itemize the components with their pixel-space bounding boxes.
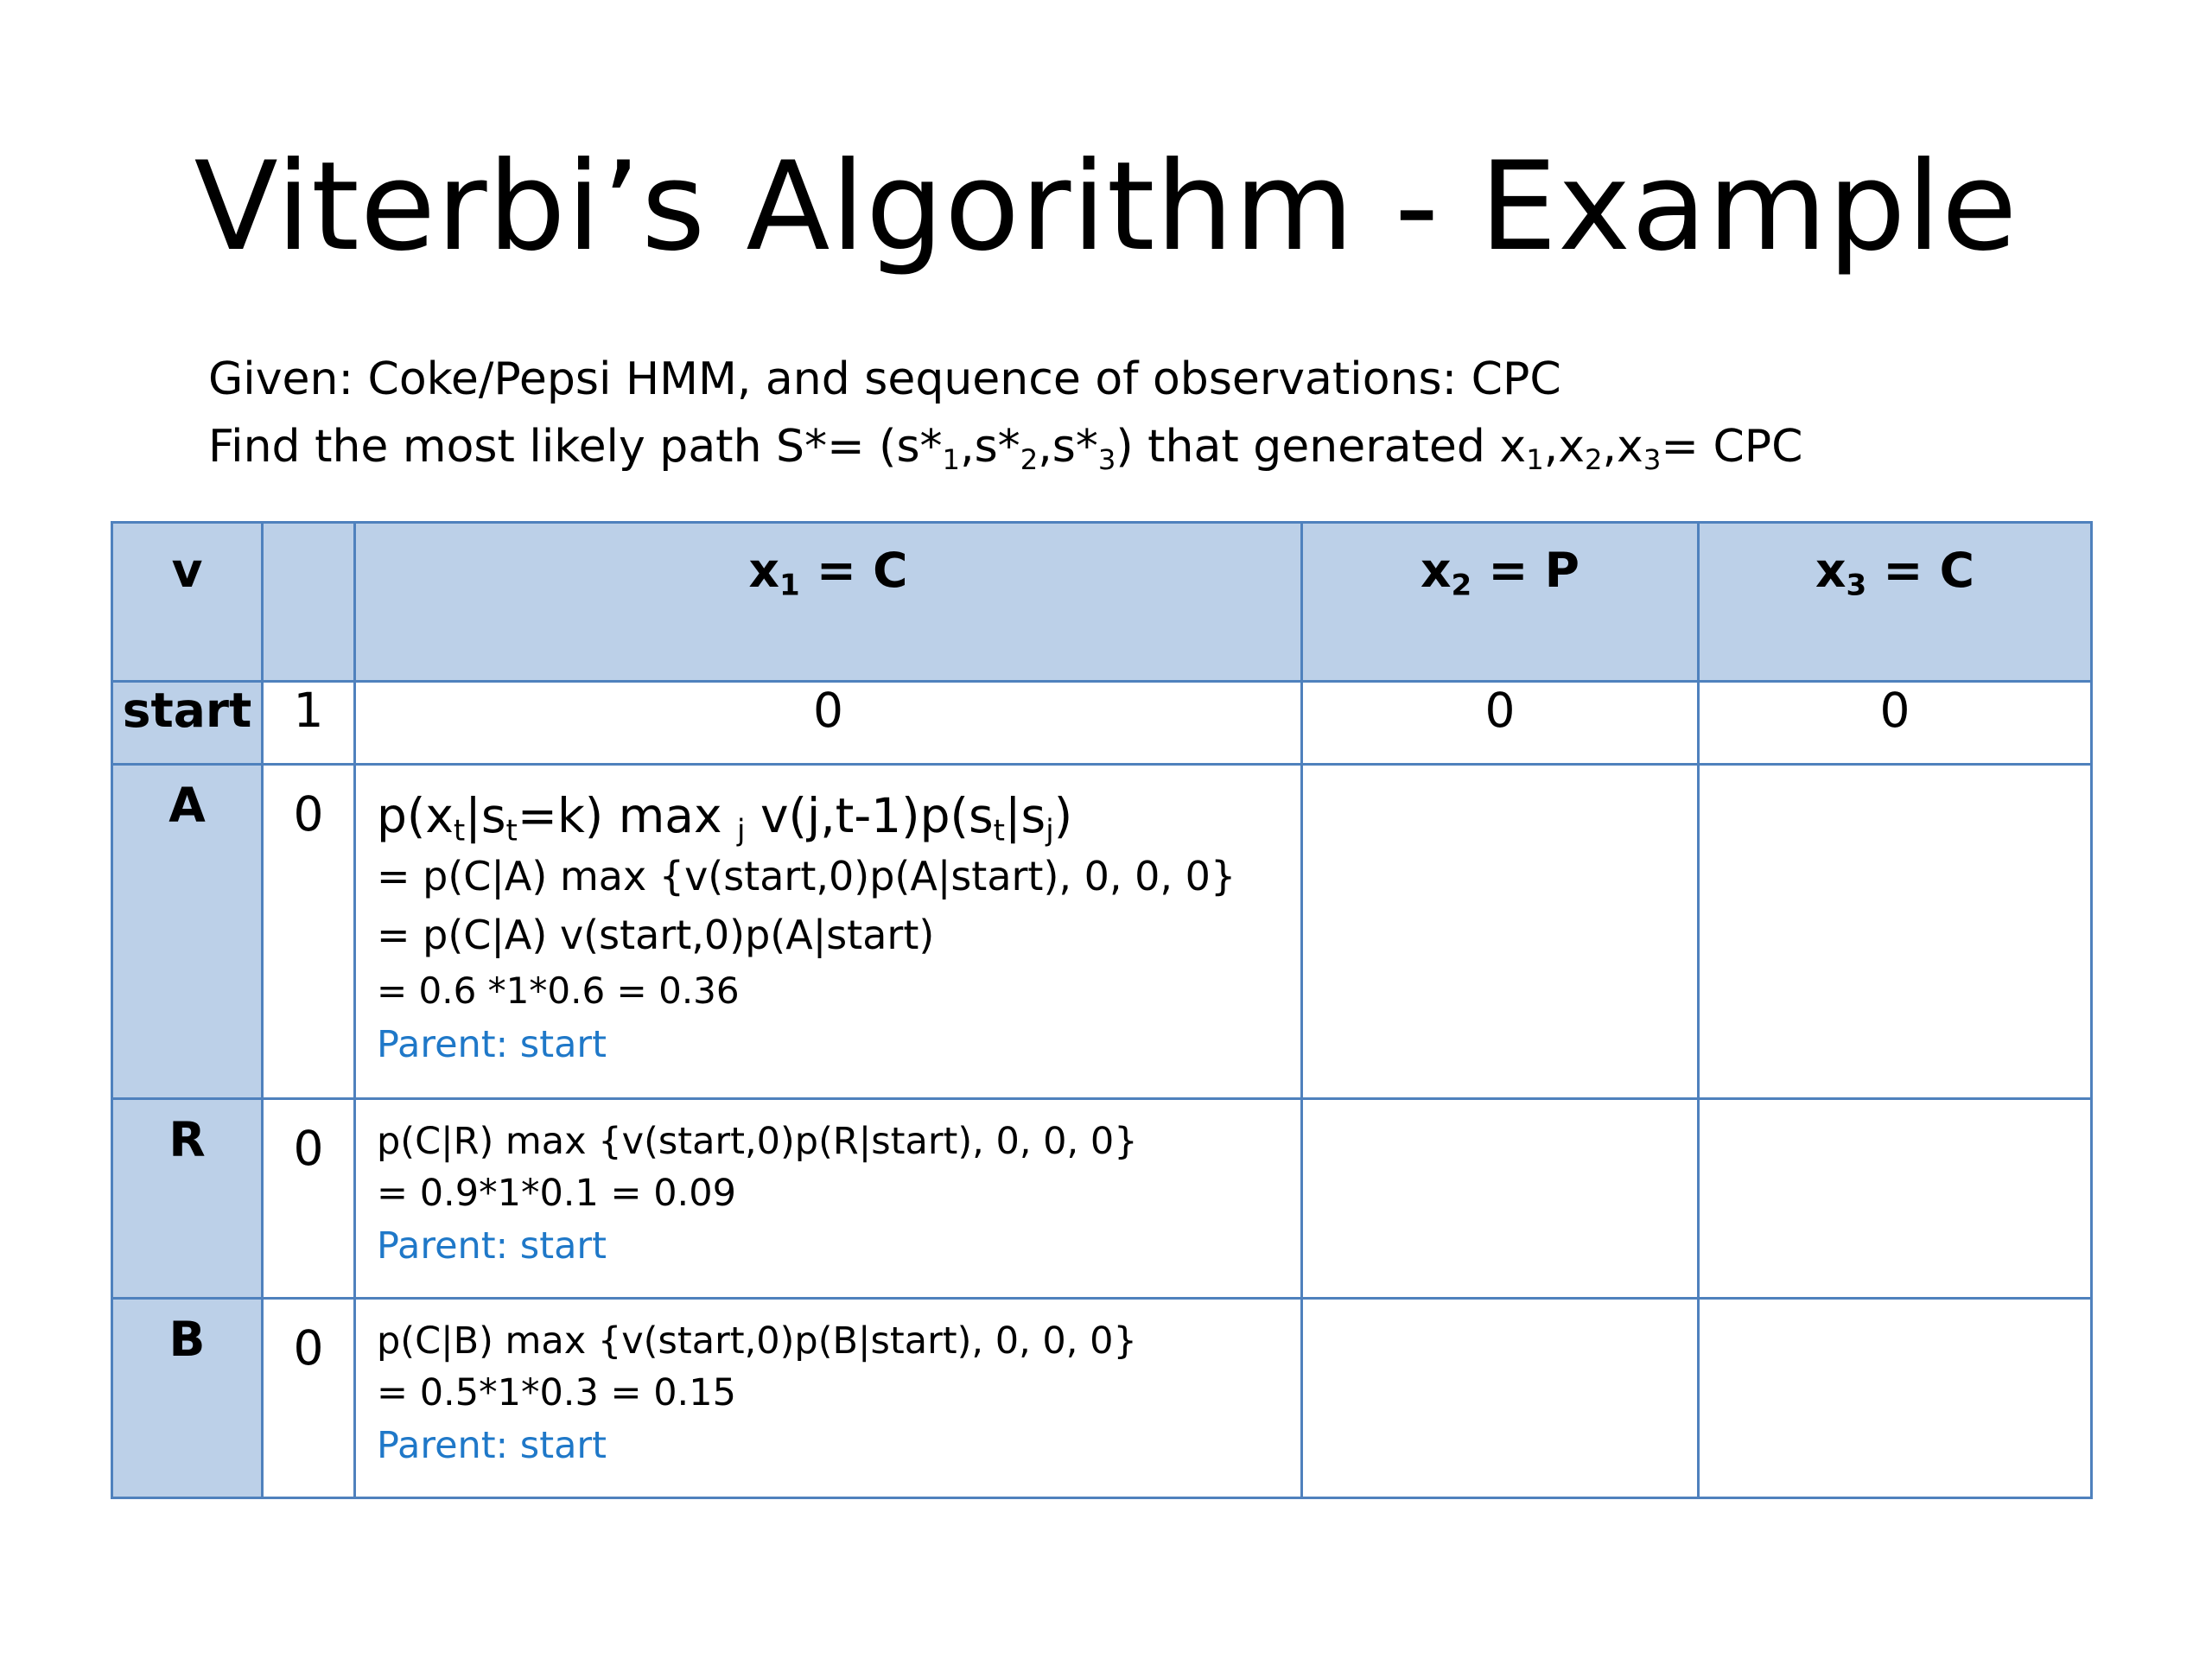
subscript: 2 xyxy=(1585,443,1603,477)
problem-statement xyxy=(208,346,1802,480)
header-empty-cell xyxy=(263,523,355,682)
table-row-b xyxy=(112,1299,2092,1498)
formula-part: ) xyxy=(1053,788,1073,843)
calc-cell-r xyxy=(355,1099,1302,1299)
subscript: t xyxy=(505,813,518,849)
subscript: 3 xyxy=(1643,443,1662,477)
table-row-start xyxy=(112,682,2092,765)
find-line xyxy=(208,413,1802,480)
header-x2 xyxy=(1302,523,1699,682)
header-eq: = C xyxy=(799,543,908,598)
empty-cell xyxy=(1302,1299,1699,1498)
find-text: Find the most likely path S*= (s* xyxy=(208,421,943,473)
header-x3 xyxy=(1699,523,2092,682)
given-line: Given: Coke/Pepsi HMM, and sequence of observations: CPC xyxy=(208,353,1561,405)
table-row-a xyxy=(112,765,2092,1099)
calc-cell-a xyxy=(355,765,1302,1099)
subscript: 3 xyxy=(1846,568,1867,603)
find-text: ) that generated x xyxy=(1116,421,1527,473)
subscript: 1 xyxy=(942,443,961,477)
cell-value: 0 xyxy=(355,682,1302,765)
formula-part: p(x xyxy=(377,788,454,843)
subscript: 1 xyxy=(1526,443,1544,477)
cell-value: 0 xyxy=(1699,682,2092,765)
find-text: ,s* xyxy=(960,421,1020,473)
parent-label: Parent: start xyxy=(377,1224,607,1268)
subscript: j xyxy=(1046,813,1054,849)
init-value: 0 xyxy=(263,765,355,1099)
row-label-r: R xyxy=(112,1099,263,1299)
calc-cell-b xyxy=(355,1299,1302,1498)
subscript: 3 xyxy=(1097,443,1116,477)
subscript: 2 xyxy=(1020,443,1039,477)
empty-cell xyxy=(1302,1099,1699,1299)
empty-cell xyxy=(1302,765,1699,1099)
row-label-a: A xyxy=(112,765,263,1099)
viterbi-table xyxy=(111,521,2093,1499)
cell-value: 0 xyxy=(1302,682,1699,765)
header-var: x xyxy=(748,543,779,598)
slide-title: Viterbi’s Algorithm - Example xyxy=(194,136,2018,278)
subscript: 2 xyxy=(1451,568,1472,603)
formula-part: =k) max xyxy=(517,788,738,843)
table-row-r xyxy=(112,1099,2092,1299)
row-label-start: start xyxy=(112,682,263,765)
calc-line: p(C|R) max {v(start,0)p(R|start), 0, 0, 0} xyxy=(377,1120,1138,1163)
subscript: j xyxy=(737,813,746,849)
header-eq: = C xyxy=(1866,543,1974,598)
init-value: 1 xyxy=(263,682,355,765)
formula-line xyxy=(377,785,1300,847)
find-text: ,x xyxy=(1543,421,1586,473)
formula-part: |s xyxy=(1005,788,1046,843)
parent-label: Parent: start xyxy=(377,1023,607,1066)
header-var: x xyxy=(1815,543,1847,598)
init-value: 0 xyxy=(263,1099,355,1299)
calc-result: = 0.9*1*0.1 = 0.09 xyxy=(377,1172,736,1215)
empty-cell xyxy=(1699,765,2092,1099)
find-text: = CPC xyxy=(1661,421,1803,473)
header-x1 xyxy=(355,523,1302,682)
header-var: x xyxy=(1421,543,1452,598)
calc-result: = 0.6 *1*0.6 = 0.36 xyxy=(377,969,740,1012)
header-row xyxy=(112,523,2092,682)
corner-cell: v xyxy=(112,523,263,682)
init-value: 0 xyxy=(263,1299,355,1498)
calc-line: = p(C|A) max {v(start,0)p(A|start), 0, 0, 0} xyxy=(377,853,1236,899)
subscript: t xyxy=(993,813,1006,849)
calc-line: p(C|B) max {v(start,0)p(B|start), 0, 0, 0} xyxy=(377,1319,1137,1363)
parent-label: Parent: start xyxy=(377,1424,607,1467)
calc-line: = p(C|A) v(start,0)p(A|start) xyxy=(377,912,935,958)
header-eq: = P xyxy=(1471,543,1580,598)
row-label-b: B xyxy=(112,1299,263,1498)
formula-part: |s xyxy=(465,788,506,843)
calc-result: = 0.5*1*0.3 = 0.15 xyxy=(377,1371,736,1414)
find-text: ,x xyxy=(1602,421,1643,473)
find-text: ,s* xyxy=(1038,421,1098,473)
empty-cell xyxy=(1699,1099,2092,1299)
empty-cell xyxy=(1699,1299,2092,1498)
subscript: t xyxy=(453,813,466,849)
formula-part: v(j,t-1)p(s xyxy=(745,788,994,843)
subscript: 1 xyxy=(779,568,800,603)
